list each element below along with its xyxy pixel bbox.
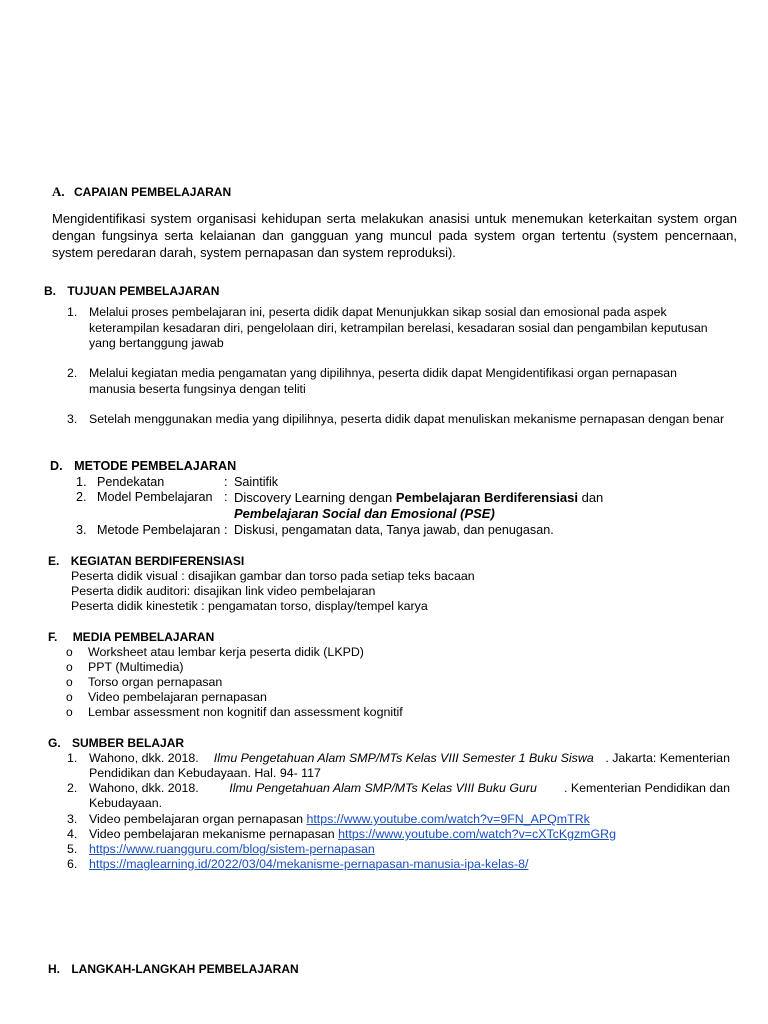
- web-link[interactable]: https://maglearning.id/2022/03/04/mekanisme-pernapasan-manusia-ipa-kelas-8/: [89, 857, 529, 871]
- section-d-heading: [50, 459, 236, 473]
- pse-label: Pembelajaran Social dan Emosional (PSE): [234, 506, 495, 521]
- section-a-heading: [52, 184, 231, 200]
- media-item: Torso organ pernapasan: [88, 675, 223, 689]
- separator: :: [224, 475, 228, 489]
- web-link[interactable]: https://www.ruangguru.com/blog/sistem-pernapasan: [89, 842, 375, 856]
- citation-text: Video pembelajaran mekanisme pernapasan: [89, 827, 339, 841]
- section-a-letter: A.: [52, 184, 65, 199]
- item-number: 6.: [67, 857, 78, 871]
- item-line: Melalui proses pembelajaran ini, peserta didik dapat Menunjukkan sikap sosial dan emosional pada aspek: [89, 305, 667, 319]
- section-d-title: METODE PEMBELAJARAN: [74, 459, 237, 473]
- item-line: Melalui kegiatan media pengamatan yang dipilihnya, peserta didik dapat Mengidentifikasi organ pernapasan: [89, 366, 677, 380]
- citation-text: Video pembelajaran organ pernapasan: [89, 812, 307, 826]
- bullet-icon: o: [66, 705, 73, 719]
- citation-text: Wahono, dkk. 2018.: [89, 751, 203, 765]
- item-number: 2.: [76, 490, 87, 504]
- video-link[interactable]: https://www.youtube.com/watch?v=cXTcKgzmGRg: [338, 827, 616, 841]
- media-item: Video pembelajaran pernapasan: [88, 690, 267, 704]
- section-e-heading: [48, 554, 244, 568]
- metode-label: Model Pembelajaran: [97, 490, 213, 504]
- citation-title: Ilmu Pengetahuan Alam SMP/MTs Kelas VIII Semester 1 Buku Siswa: [213, 751, 594, 765]
- item-number: 4.: [67, 827, 78, 841]
- citation-text: . Jakarta: Kementerian: [605, 751, 730, 765]
- item-number: 3.: [67, 812, 78, 826]
- video-link[interactable]: https://www.youtube.com/watch?v=9FN_APQmTRk: [306, 812, 590, 826]
- section-h-title: LANGKAH-LANGKAH PEMBELAJARAN: [71, 962, 299, 976]
- item-number: 5.: [67, 842, 78, 856]
- section-e-title: KEGIATAN BERDIFERENSIASI: [70, 554, 245, 568]
- item-line: yang bertanggung jawab: [89, 336, 224, 350]
- section-g-letter: G.: [48, 736, 61, 750]
- item-number: 1.: [67, 751, 78, 765]
- media-item: PPT (Multimedia): [88, 660, 184, 674]
- sumber-item: [89, 812, 590, 826]
- item-number: 2.: [67, 781, 78, 795]
- citation-text: Wahono, dkk. 2018.: [89, 781, 203, 795]
- section-e-letter: E.: [48, 554, 60, 568]
- media-item: Worksheet atau lembar kerja peserta didik (LKPD): [88, 645, 364, 659]
- separator: :: [224, 523, 228, 537]
- section-f-letter: F.: [48, 630, 58, 644]
- bullet-icon: o: [66, 690, 73, 704]
- metode-value: Diskusi, pengamatan data, Tanya jawab, dan penugasan.: [234, 523, 554, 537]
- section-a-title: CAPAIAN PEMBELAJARAN: [73, 185, 232, 199]
- citation-line: Pendidikan dan Kebudayaan. Hal. 94- 117: [89, 766, 321, 780]
- section-a-paragraph: Mengidentifikasi system organisasi kehidupan serta melakukan anasisi untuk menemukan keterkaitan system organ dengan fungsinya serta kelaianan dan gangguan yang muncul pada system organ tertentu (system pencernaan, system peredaran darah, system pernapasan dan system reproduksi).: [52, 211, 737, 260]
- item-line: manusia beserta fungsinya dengan teliti: [89, 381, 306, 396]
- citation-title: Ilmu Pengetahuan Alam SMP/MTs Kelas VIII Buku Guru: [229, 781, 537, 795]
- section-f-heading: [48, 630, 214, 644]
- section-b-letter: B.: [44, 284, 56, 298]
- value-text: Discovery Learning dengan: [234, 490, 396, 505]
- sumber-item: [89, 751, 730, 765]
- section-g-title: SUMBER BELAJAR: [72, 736, 185, 750]
- citation-line: Kebudayaan.: [89, 796, 163, 810]
- item-number: 3.: [67, 412, 78, 426]
- diferensiasi-line: Peserta didik visual : disajikan gambar dan torso pada setiap teks bacaan: [71, 569, 475, 583]
- section-b-title: TUJUAN PEMBELAJARAN: [67, 284, 220, 298]
- item-number: 1.: [67, 305, 78, 319]
- section-f-title: MEDIA PEMBELAJARAN: [72, 630, 215, 644]
- metode-value: [234, 490, 603, 505]
- sumber-item: [89, 827, 616, 841]
- value-bold: Pembelajaran Berdiferensiasi: [395, 490, 578, 505]
- separator: :: [224, 490, 228, 504]
- section-g-heading: [48, 736, 184, 750]
- section-d-letter: D.: [50, 459, 63, 473]
- item-number: 2.: [67, 366, 78, 380]
- item-number: 3.: [76, 523, 87, 537]
- metode-label: Metode Pembelajaran: [97, 523, 221, 537]
- diferensiasi-line: Peserta didik auditori: disajikan link video pembelajaran: [71, 584, 376, 598]
- citation-text: . Kementerian Pendidikan dan: [563, 781, 730, 795]
- metode-value: Saintifik: [234, 475, 279, 489]
- bullet-icon: o: [66, 675, 73, 689]
- diferensiasi-line: Peserta didik kinestetik : pengamatan torso, display/tempel karya: [71, 599, 428, 613]
- bullet-icon: o: [66, 660, 73, 674]
- section-h-letter: H.: [48, 962, 60, 976]
- item-line: Setelah menggunakan media yang dipilihnya, peserta didik dapat menuliskan mekanisme pernapasan dengan benar: [89, 412, 725, 426]
- metode-label: Pendekatan: [97, 475, 165, 489]
- value-text: dan: [577, 490, 604, 505]
- section-b-heading: [44, 284, 219, 298]
- item-number: 1.: [76, 475, 87, 489]
- media-item: Lembar assessment non kognitif dan assessment kognitif: [88, 705, 403, 719]
- sumber-item: [89, 781, 730, 795]
- section-h-heading: [48, 962, 299, 976]
- bullet-icon: o: [66, 645, 73, 659]
- item-line: keterampilan kesadaran diri, pengelolaan diri, ketrampilan berelasi, kesadaran sosial dan pengambilan keputusan: [89, 320, 708, 335]
